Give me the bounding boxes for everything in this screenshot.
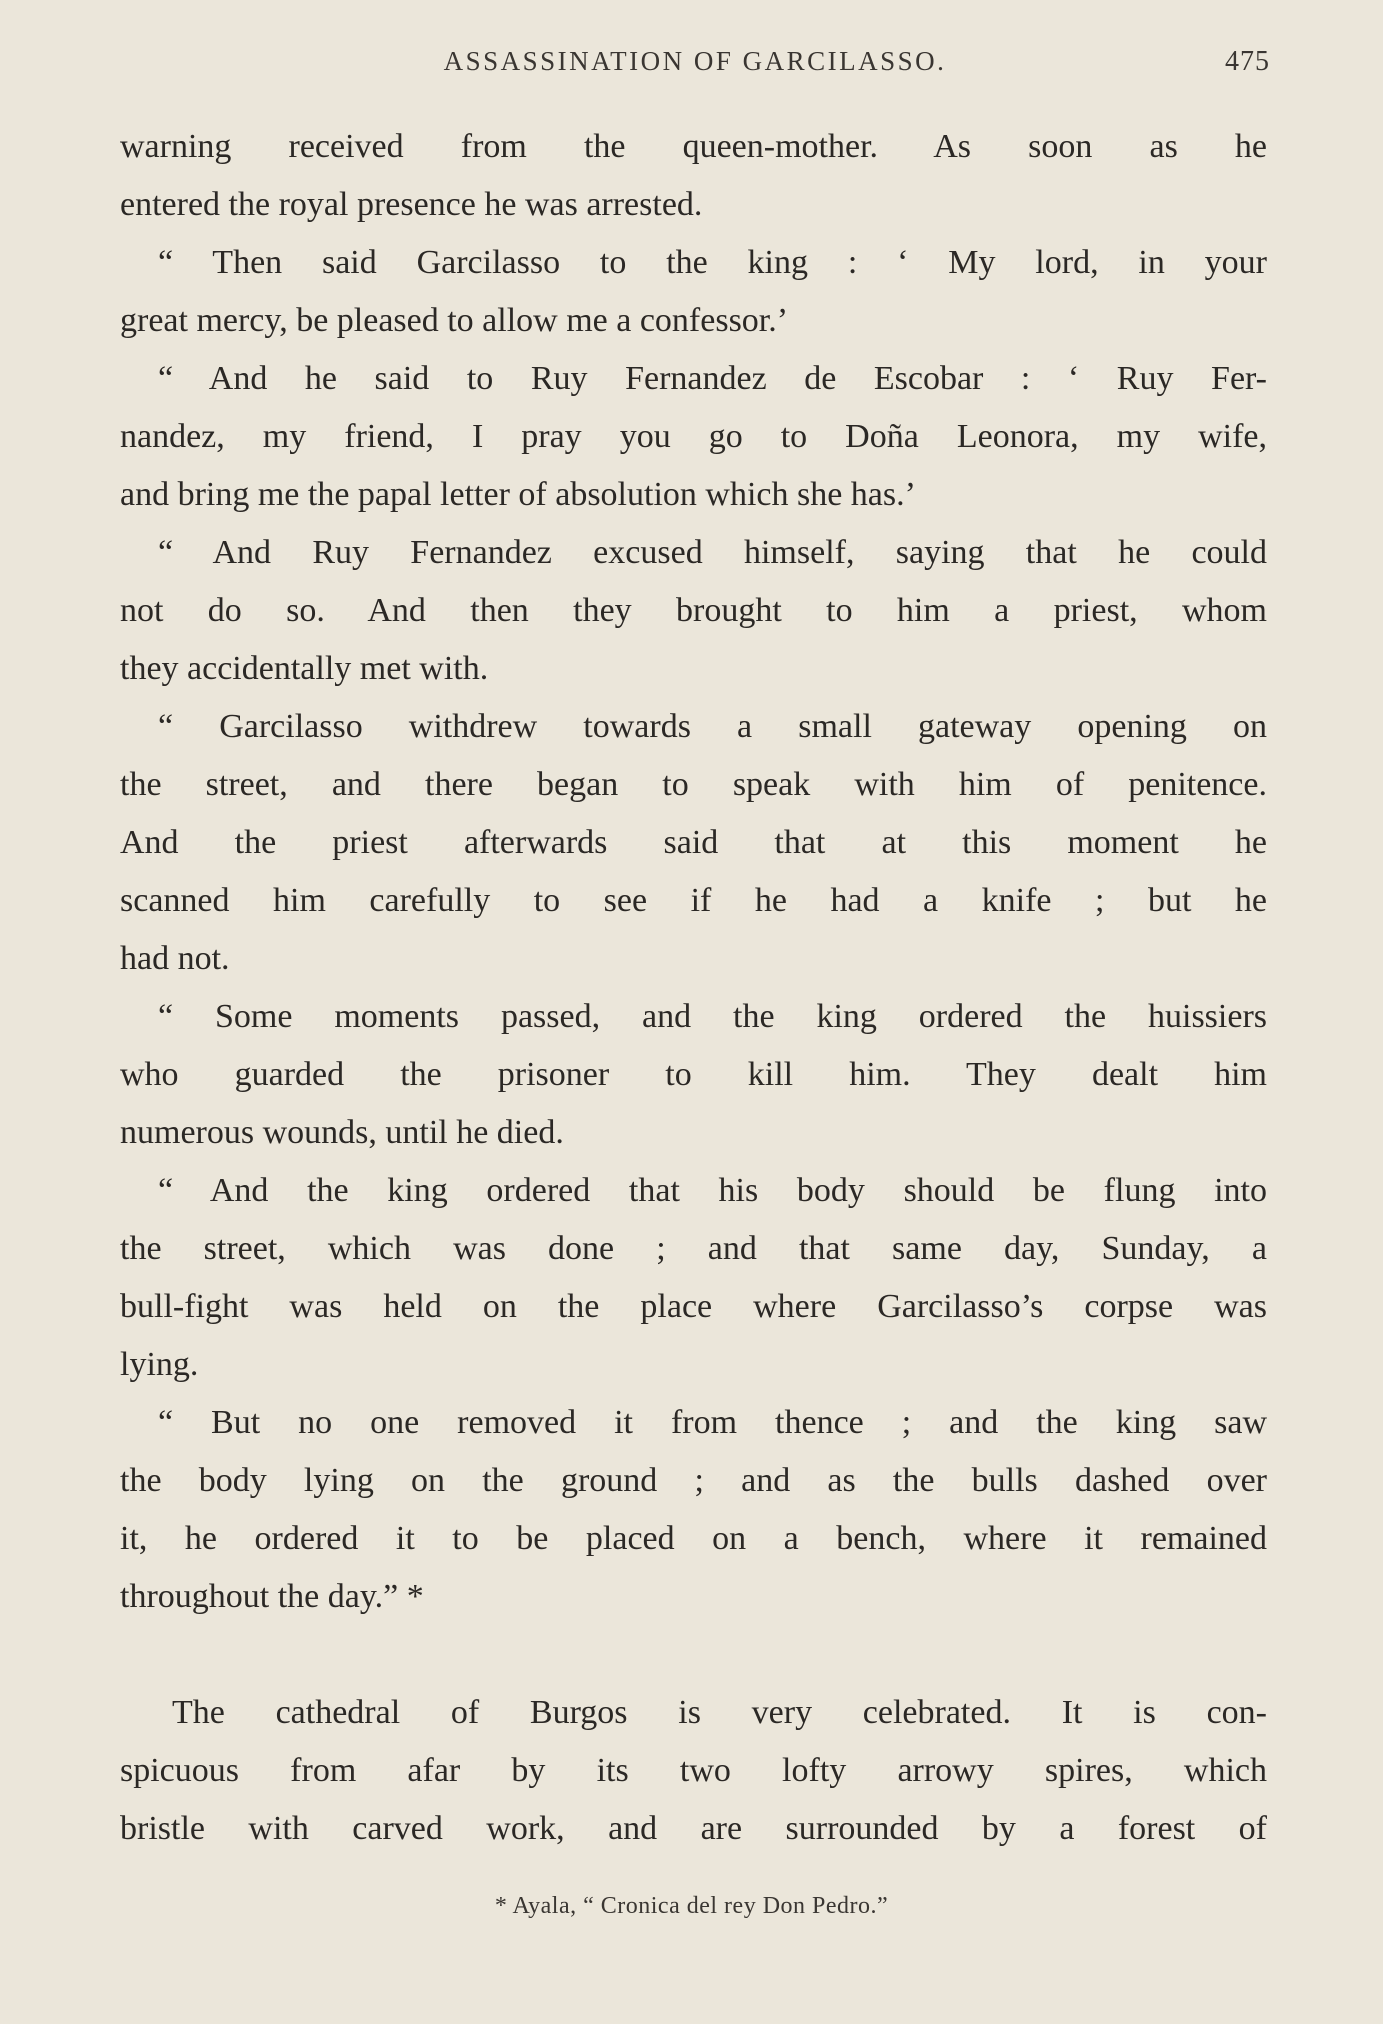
text-line: “ But no one removed it from thence ; and the king saw: [158, 1404, 1267, 1441]
text-line: numerous wounds, until he died.: [120, 1114, 564, 1151]
text-line: lying.: [120, 1346, 199, 1383]
text-line: spicuous from afar by its two lofty arrowy spires, which: [120, 1752, 1267, 1789]
text-line: bull-fight was held on the place where Garcilasso’s corpse was: [120, 1288, 1267, 1325]
text-line: “ And the king ordered that his body should be flung into: [158, 1172, 1267, 1209]
text-line: it, he ordered it to be placed on a bench, where it remained: [120, 1520, 1267, 1557]
text-line: And the priest afterwards said that at this moment he: [120, 824, 1267, 861]
text-line: nandez, my friend, I pray you go to Doña Leonora, my wife,: [120, 418, 1267, 455]
text-line: the body lying on the ground ; and as the bulls dashed over: [120, 1462, 1267, 1499]
text-line: great mercy, be pleased to allow me a confessor.’: [120, 302, 789, 339]
text-line: and bring me the papal letter of absolution which she has.’: [120, 476, 916, 513]
text-line: warning received from the queen-mother. As soon as he: [120, 128, 1267, 165]
text-line: bristle with carved work, and are surrounded by a forest of: [120, 1810, 1267, 1847]
text-line: they accidentally met with.: [120, 650, 489, 687]
text-line: who guarded the prisoner to kill him. They dealt him: [120, 1056, 1267, 1093]
text-line: The cathedral of Burgos is very celebrated. It is con-: [172, 1694, 1267, 1731]
footnote: * Ayala, “ Cronica del rey Don Pedro.”: [494, 1893, 889, 1919]
text-line: not do so. And then they brought to him a priest, whom: [120, 592, 1267, 629]
text-line: “ And he said to Ruy Fernandez de Escobar : ‘ Ruy Fer-: [158, 360, 1267, 397]
text-line: throughout the day.” *: [120, 1578, 424, 1615]
text-line: had not.: [120, 940, 230, 977]
running-head: [120, 46, 1270, 86]
text-line: the street, and there began to speak with him of penitence.: [120, 766, 1267, 803]
running-title: ASSASSINATION OF GARCILASSO.: [443, 46, 947, 76]
text-line: “ Some moments passed, and the king ordered the huissiers: [158, 998, 1267, 1035]
page-number: 475: [1225, 46, 1270, 77]
text-line: “ And Ruy Fernandez excused himself, saying that he could: [158, 534, 1267, 571]
paragraph-gap: [120, 1626, 1267, 1684]
text-line: “ Garcilasso withdrew towards a small gateway opening on: [158, 708, 1267, 745]
text-line: “ Then said Garcilasso to the king : ‘ My lord, in your: [158, 244, 1267, 281]
body-text: [120, 118, 1267, 1858]
text-line: entered the royal presence he was arrested.: [120, 186, 703, 223]
text-line: the street, which was done ; and that same day, Sunday, a: [120, 1230, 1267, 1267]
text-line: scanned him carefully to see if he had a knife ; but he: [120, 882, 1267, 919]
